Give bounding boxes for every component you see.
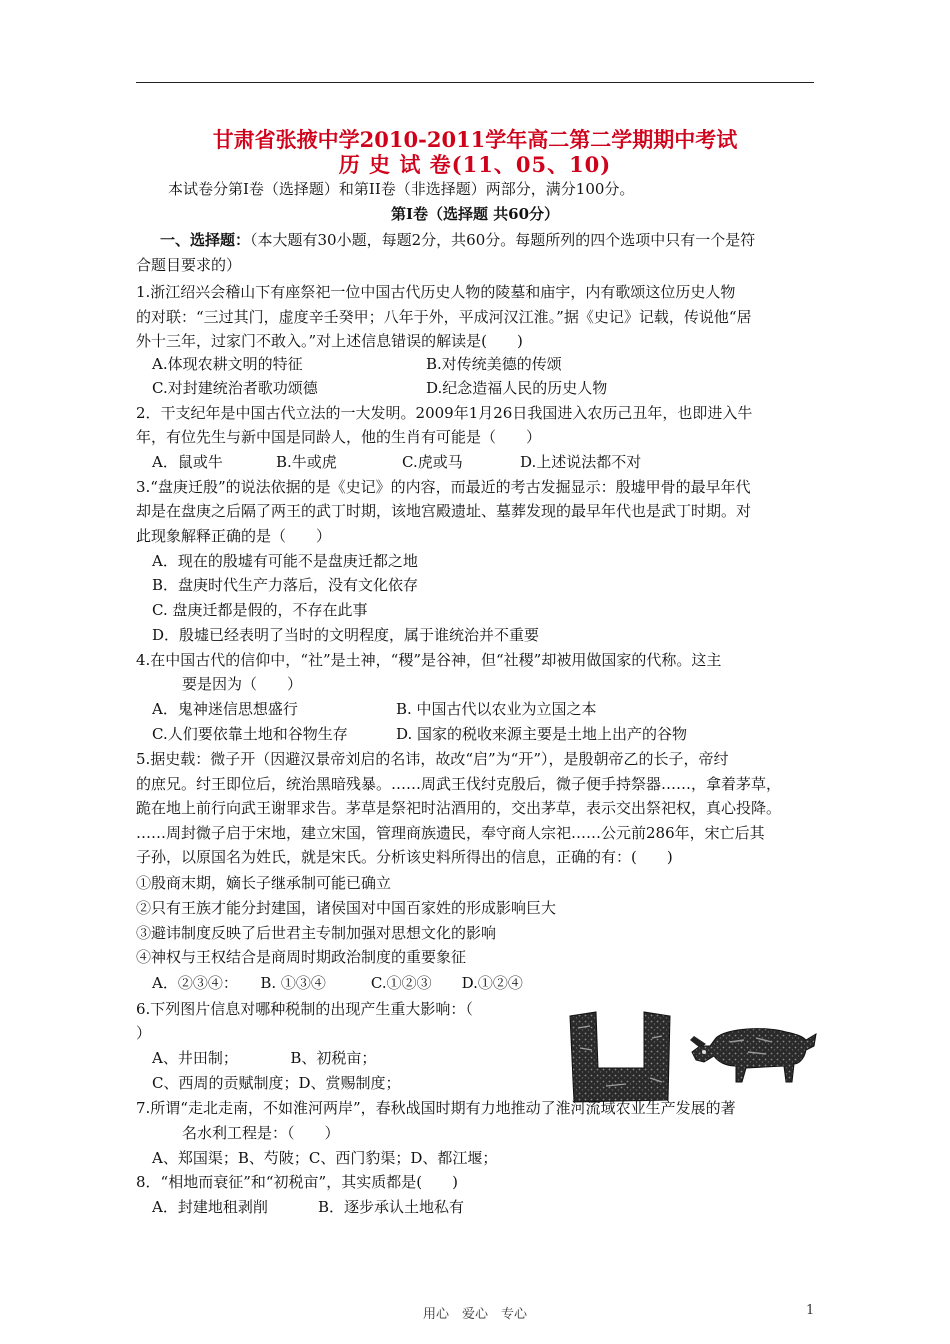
q3-line3: 此现象解释正确的是（ ） (136, 527, 332, 545)
part1-title: 第I卷（选择题 共60分） (390, 205, 560, 223)
q2-line2: 年，有位先生与新中国是同龄人，他的生肖有可能是（ ） (136, 428, 542, 446)
q3-option-d: D．殷墟已经表明了当时的文明程度，属于谁统治并不重要 (152, 626, 540, 644)
q4-line2: 要是因为（ ） (182, 675, 303, 693)
page-number: 1 (806, 1303, 815, 1318)
q1-option-a: A.体现农耕文明的特征 (152, 355, 303, 373)
top-rule (136, 82, 814, 83)
q2-option-d: D.上述说法都不对 (520, 453, 642, 471)
section-label: 一、选择题： (160, 231, 251, 249)
q5-statement-4: ④神权与王权结合是商周时期政治制度的重要象征 (136, 948, 467, 966)
q4-line1: 4.在中国古代的信仰中，“社”是土神，“稷”是谷神，但“社稷”却被用做国家的代称。这主 (136, 651, 722, 669)
exam-title-line1: 甘肃省张掖中学2010-2011学年高二第二学期期中考试 (212, 127, 738, 152)
footer-motto: 用心 爱心 专心 (422, 1307, 527, 1322)
q5-line4: ……周封微子启于宋地，建立宋国，管理商族遗民，奉守商人宗祀……公元前286年，宋亡后其 (136, 824, 765, 842)
exam-title-line2: 历 史 试 卷(11、05、10) (338, 152, 612, 177)
q4-option-c: C.人们要依靠土地和谷物生存 (152, 725, 348, 743)
q2-line1: 2．干支纪年是中国古代立法的一大发明。2009年1月26日我国进入农历己丑年，也即进入牛 (136, 404, 753, 422)
section-desc: （本大题有30小题，每题2分，共60分。每题所列的四个选项中只有一个是符 (250, 231, 756, 249)
q2-option-c: C.虎或马 (402, 453, 463, 471)
q6-options-ab: A、井田制； B、初税亩； (152, 1049, 377, 1067)
q5-line1: 5.据史载：微子开（因避汉景帝刘启的名讳，故改“启”为“开”），是殷朝帝乙的长子，帝纣 (136, 750, 729, 768)
q1-option-d: D.纪念造福人民的历史人物 (426, 379, 608, 397)
q7-options: A、郑国渠；B、芍陂；C、西门豹渠；D、都江堰； (152, 1149, 498, 1167)
q6-options-cd: C、西周的贡赋制度；D、赏赐制度； (152, 1074, 401, 1092)
q8-option-a: A．封建地租剥削 (152, 1198, 268, 1216)
section-desc-cont: 合题目要求的） (136, 256, 242, 274)
q3-option-c: C. 盘庚迁都是假的，不存在此事 (152, 601, 368, 619)
q5-options: A．②③④： B. ①③④ C.①②③ D.①②④ (152, 974, 523, 992)
q5-statement-3: ③避讳制度反映了后世君主专制加强对思想文化的影响 (136, 924, 497, 942)
q6-line1: 6.下列图片信息对哪种税制的出现产生重大影响：（ (136, 1000, 473, 1018)
q5-statement-1: ①殷商末期，嫡长子继承制可能已确立 (136, 874, 392, 892)
q1-line1: 1.浙江绍兴会稽山下有座祭祀一位中国古代历史人物的陵墓和庙宇，内有歌颂这位历史人物 (136, 283, 736, 301)
q1-line3: 外十三年，过家门不敢入。”对上述信息错误的解读是( ) (136, 332, 523, 350)
q5-statement-2: ②只有王族才能分封建国，诸侯国对中国百家姓的形成影响巨大 (136, 899, 557, 917)
bronze-spade-image (566, 1008, 676, 1106)
q3-option-b: B．盘庚时代生产力落后，没有文化依存 (152, 576, 419, 594)
bronze-ox-image (686, 1016, 820, 1088)
q1-option-b: B.对传统美德的传颂 (426, 355, 562, 373)
q2-option-a: A．鼠或牛 (152, 453, 223, 471)
q4-option-a: A．鬼神迷信思想盛行 (152, 700, 298, 718)
q5-line3: 跪在地上前行向武王谢罪求告。茅草是祭祀时沾酒用的，交出茅草，表示交出祭祀权，真心投降。 (136, 799, 782, 817)
q5-line2: 的庶兄。纣王即位后，统治黑暗残暴。……周武王伐纣克殷后，微子便手持祭器……，拿着茅草， (136, 775, 782, 793)
q7-line1: 7.所谓“走北走南，不如淮河两岸”，春秋战国时期有力地推动了淮河流域农业生产发展的著 (136, 1099, 736, 1117)
q2-option-b: B.牛或虎 (276, 453, 337, 471)
q3-line2: 却是在盘庚之后隔了两王的武丁时期，该地宫殿遗址、墓葬发现的最早年代也是武丁时期。对 (136, 502, 752, 520)
section-instructions (160, 231, 755, 249)
q1-option-c: C.对封建统治者歌功颂德 (152, 379, 318, 397)
q4-option-b: B. 中国古代以农业为立国之本 (396, 700, 597, 718)
intro-text: 本试卷分第I卷（选择题）和第II卷（非选择题）两部分，满分100分。 (168, 180, 635, 198)
q6-line2: ） (136, 1024, 152, 1042)
q3-option-a: A．现在的殷墟有可能不是盘庚迁都之地 (152, 552, 418, 570)
q8-line1: 8．“相地而衰征”和“初税亩”，其实质都是( ) (136, 1173, 458, 1191)
q4-option-d: D. 国家的税收来源主要是土地上出产的谷物 (396, 725, 688, 743)
q3-line1: 3.“盘庚迁殷”的说法依据的是《史记》的内容，而最近的考古发掘显示：殷墟甲骨的最早年代 (136, 478, 751, 496)
q5-line5: 子孙，以原国名为姓氏，就是宋氏。分析该史料所得出的信息，正确的有：( ) (136, 848, 673, 866)
q8-option-b: B．逐步承认土地私有 (318, 1198, 465, 1216)
q7-line2: 名水利工程是：（ ） (182, 1124, 340, 1142)
q1-line2: 的对联：“三过其门，虚度辛壬癸甲；八年于外，平成河汉江淮。”据《史记》记载，传说他“居 (136, 308, 752, 326)
